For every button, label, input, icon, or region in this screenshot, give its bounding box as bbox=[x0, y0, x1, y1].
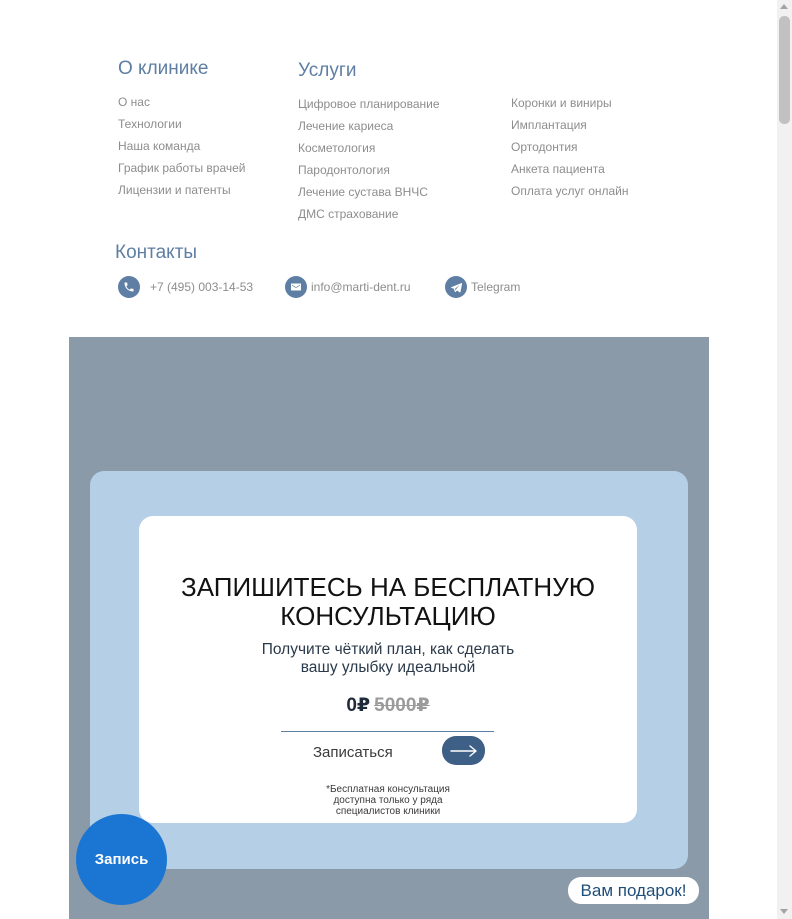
telegram-link[interactable]: Telegram bbox=[471, 280, 521, 294]
promo-subtitle-line1: Получите чёткий план, как сделать bbox=[261, 641, 515, 658]
link-patient-form[interactable]: Анкета пациента bbox=[511, 162, 605, 176]
consultation-promo bbox=[69, 337, 709, 919]
email-address[interactable]: info@marti-dent.ru bbox=[311, 280, 411, 294]
cta-divider bbox=[281, 731, 494, 732]
book-appointment-button[interactable]: Запись bbox=[76, 814, 167, 905]
scrollbar-thumb[interactable] bbox=[779, 16, 790, 124]
promo-title bbox=[139, 573, 637, 631]
link-licenses[interactable]: Лицензии и патенты bbox=[118, 183, 231, 197]
signup-link[interactable]: Записаться bbox=[313, 744, 393, 761]
link-cosmetology[interactable]: Косметология bbox=[298, 141, 376, 155]
services-heading: Услуги bbox=[298, 60, 357, 81]
link-tmj-treatment[interactable]: Лечение сустава ВНЧС bbox=[298, 185, 428, 199]
link-periodontology[interactable]: Пародонтология bbox=[298, 163, 390, 177]
consultation-card bbox=[139, 516, 637, 823]
promo-panel bbox=[90, 471, 688, 869]
footnote-line1: *Бесплатная консультация bbox=[326, 784, 450, 795]
about-links bbox=[118, 91, 246, 201]
price-old: 5000₽ bbox=[374, 695, 430, 716]
promo-subtitle-line2: вашу улыбку идеальной bbox=[300, 659, 476, 676]
mail-icon bbox=[285, 276, 307, 298]
link-insurance[interactable]: ДМС страхование bbox=[298, 207, 399, 221]
phone-number[interactable]: +7 (495) 003-14-53 bbox=[150, 280, 254, 294]
link-doctor-schedule[interactable]: График работы врачей bbox=[118, 161, 246, 175]
link-about-us[interactable]: О нас bbox=[118, 95, 150, 109]
arrow-right-icon bbox=[450, 745, 478, 757]
link-digital-planning[interactable]: Цифровое планирование bbox=[298, 97, 440, 111]
about-heading: О клинике bbox=[118, 58, 209, 79]
price-new: 0₽ bbox=[346, 695, 371, 716]
footnote-line3: специалистов клиники bbox=[335, 806, 441, 817]
contact-email[interactable] bbox=[285, 276, 411, 298]
scroll-down-arrow-icon[interactable] bbox=[780, 909, 788, 914]
footnote-line2: доступна только у ряда bbox=[333, 795, 443, 806]
link-technologies[interactable]: Технологии bbox=[118, 117, 182, 131]
promo-footnote bbox=[139, 784, 637, 817]
phone-icon bbox=[118, 276, 140, 298]
services-links-col1 bbox=[298, 93, 440, 225]
services-links-col2 bbox=[511, 92, 629, 202]
promo-title-line1: ЗАПИШИТЕСЬ НА БЕСПЛАТНУЮ bbox=[181, 572, 595, 602]
telegram-icon bbox=[445, 276, 467, 298]
link-online-payment[interactable]: Оплата услуг онлайн bbox=[511, 184, 629, 198]
promo-price bbox=[139, 694, 637, 717]
link-caries-treatment[interactable]: Лечение кариеса bbox=[298, 119, 394, 133]
scrollbar[interactable] bbox=[777, 0, 792, 919]
link-orthodontics[interactable]: Ортодонтия bbox=[511, 140, 578, 154]
link-implantation[interactable]: Имплантация bbox=[511, 118, 587, 132]
contact-telegram[interactable] bbox=[445, 276, 520, 298]
link-our-team[interactable]: Наша команда bbox=[118, 139, 201, 153]
promo-title-line2: КОНСУЛЬТАЦИЮ bbox=[280, 601, 496, 631]
link-crowns-veneers[interactable]: Коронки и виниры bbox=[511, 96, 612, 110]
promo-subtitle bbox=[139, 641, 637, 677]
gift-button[interactable]: Вам подарок! bbox=[568, 877, 699, 904]
signup-arrow-button[interactable] bbox=[442, 736, 485, 765]
scroll-up-arrow-icon[interactable] bbox=[780, 4, 788, 9]
contacts-heading: Контакты bbox=[115, 242, 198, 263]
contact-phone[interactable] bbox=[118, 276, 253, 298]
